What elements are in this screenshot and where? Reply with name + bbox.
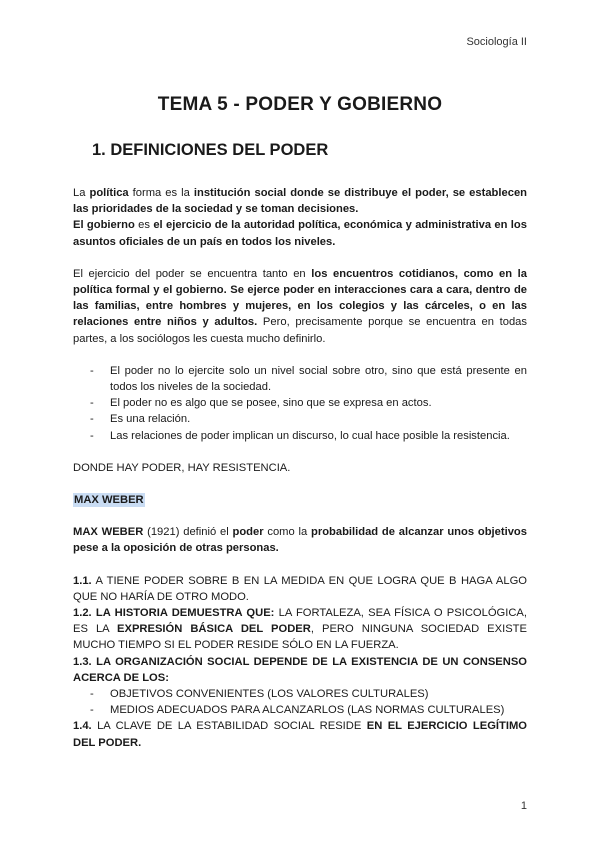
text-run: , PERO NINGUNA SOCIEDAD EXISTE MUCHO TIEMPO SI EL PODER RESIDE SÓLO EN LA FUERZA.	[73, 623, 527, 652]
bold-run: El gobierno	[73, 219, 135, 232]
point-1-1	[73, 573, 527, 605]
paragraph-ejercicio-poder	[73, 266, 527, 347]
spacer	[73, 347, 527, 363]
subsection-label	[73, 492, 527, 508]
resistance-statement: DONDE HAY PODER, HAY RESISTENCIA.	[73, 461, 291, 474]
text-run: Pero, precisamente porque se encuentra en todas partes, a los sociólogos les cuesta mucho definirlo.	[73, 316, 527, 345]
text-run: como la	[263, 526, 312, 539]
text-run: A TIENE PODER SOBRE B EN LA MEDIDA EN QUE LOGRA QUE B HAGA ALGO QUE NO HARÍA DE OTRO MODO.	[73, 574, 527, 603]
page-number: 1	[520, 800, 527, 812]
list-item: - OBJETIVOS CONVENIENTES (LOS VALORES CULTURALES)	[73, 686, 527, 702]
point-1-4	[73, 718, 527, 750]
highlighted-label: MAX WEBER	[74, 494, 144, 507]
spacer	[73, 508, 527, 524]
text-run: El ejercicio del poder se encuentra tanto en	[73, 267, 312, 280]
list-item: - MEDIOS ADECUADOS PARA ALCANZARLOS (LAS NORMAS CULTURALES)	[73, 702, 527, 718]
page-title: TEMA 5 - PODER Y GOBIERNO	[157, 94, 443, 115]
page-header-subject: Sociología II	[466, 36, 527, 48]
point-number: 1.1.	[73, 574, 92, 587]
list-item: - Es una relación.	[73, 411, 527, 427]
bold-run: EN EL EJERCICIO LEGÍTIMO DEL PODER.	[73, 720, 527, 749]
point-number: 1.2.	[73, 607, 92, 620]
bold-run: política	[89, 187, 129, 199]
point-1-2	[73, 605, 527, 654]
spacer	[73, 476, 527, 492]
text-run: es	[134, 219, 154, 232]
list-item: - El poder no es algo que se posee, sino que se expresa en actos.	[73, 395, 527, 411]
section-heading: 1. DEFINICIONES DEL PODER	[92, 141, 329, 159]
bullet-list	[73, 363, 527, 444]
paragraph-weber-definition	[73, 524, 527, 556]
bold-run: 1.3. LA ORGANIZACIÓN SOCIAL DEPENDE DE LA EXISTENCIA DE UN CONSENSO ACERCA DE LOS:	[73, 655, 527, 684]
spacer	[73, 557, 527, 573]
paragraph-gobierno	[73, 217, 527, 249]
point-1-3	[73, 654, 527, 686]
bold-run: MAX WEBER	[73, 526, 144, 539]
text-run: (1921) definió el	[143, 526, 233, 539]
list-item: - Las relaciones de poder implican un discurso, lo cual hace posible la resistencia.	[73, 428, 527, 444]
bold-run: LA HISTORIA DEMUESTRA QUE:	[91, 607, 275, 620]
point-number: 1.4.	[73, 720, 92, 733]
bold-run: poder	[232, 526, 264, 539]
text-run: La	[73, 187, 90, 199]
paragraph-politica	[73, 185, 527, 217]
bold-run: los encuentros cotidianos, como en la política formal y el gobierno. Se ejerce poder en interacciones cara a cara, dentro de las familias, entre hombres y mujeres, en los colegios y las cárceles, o en las relaciones entre niños y adultos.	[73, 267, 527, 329]
text-run: LA FORTALEZA, SEA FÍSICA O PSICOLÓGICA, ES LA	[73, 607, 527, 636]
bold-run: el ejercicio de la autoridad política, económica y administrativa en los asuntos oficiales de un país en todos los niveles.	[73, 219, 527, 248]
bold-run: probabilidad de alcanzar unos objetivos pese a la oposición de otras personas.	[73, 526, 527, 555]
consensus-list	[73, 686, 527, 718]
text-run: forma es la	[128, 187, 194, 199]
text-run: LA CLAVE DE LA ESTABILIDAD SOCIAL RESIDE	[91, 720, 367, 733]
bold-run: institución social donde se distribuye el poder, se establecen las prioridades de la sociedad y se toman decisiones.	[73, 187, 528, 216]
spacer	[73, 250, 527, 266]
bold-run: EXPRESIÓN BÁSICA DEL PODER	[117, 623, 311, 636]
spacer	[73, 444, 527, 460]
document-body	[73, 185, 527, 751]
list-item: - El poder no lo ejercite solo un nivel social sobre otro, sino que está presente en todos los niveles de la sociedad.	[73, 363, 527, 395]
